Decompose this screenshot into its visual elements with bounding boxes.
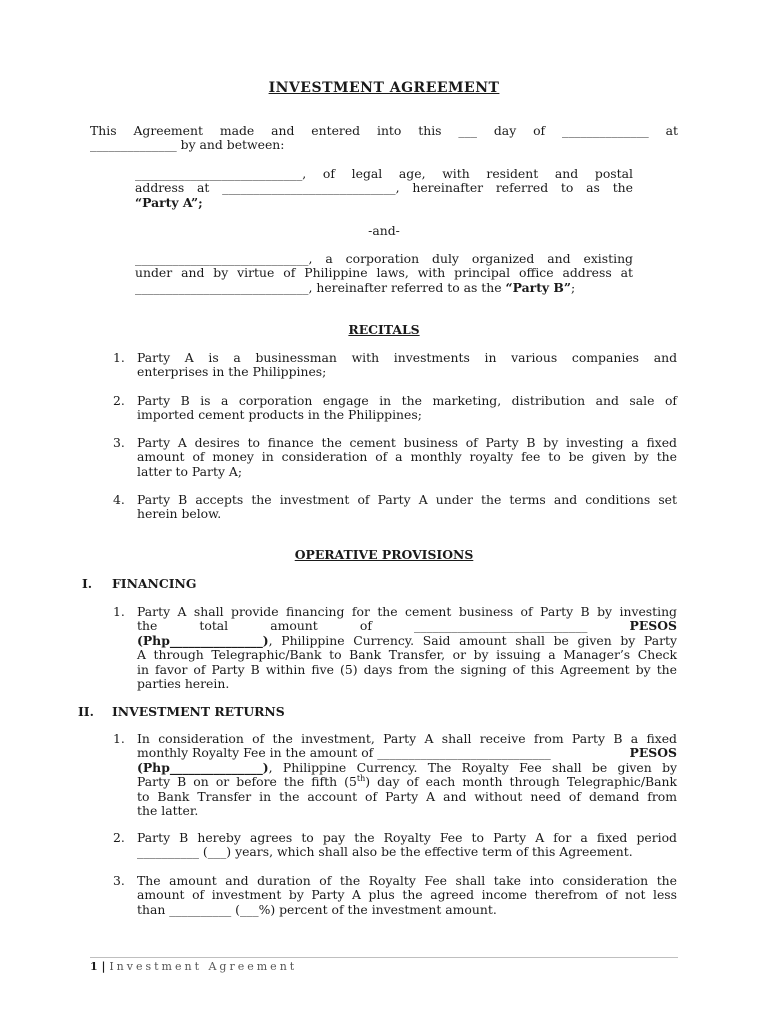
document-title: INVESTMENT AGREEMENT — [268, 80, 500, 96]
party-a-line-1: ___________________________, of legal age, with resident and postal — [135, 166, 633, 181]
recital-item-1: 1. Party A is a businessman with investments in various companies and enterprises in the Philippines; — [113, 350, 677, 380]
party-a-paragraph — [135, 167, 633, 210]
recital-item-4: 4. Party B accepts the investment of Party A under the terms and conditions set herein below. — [113, 492, 677, 522]
financing-item-1: 1. Party A shall provide financing for the cement business of Party B by investing the total amount of ____________________________ PESOS (Php_______________), Philippine Currency. Said amount shall be given by Party A through Telegraphic/Bank to Bank Transfer, or by issuing a Manager’s Check in favor of Party B within five (5) days from the signing of this Agreement by the parties herein. — [113, 604, 677, 692]
intro-line-2: ______________ by and between: — [90, 137, 285, 153]
and-separator: -and- — [368, 223, 400, 238]
footer-rule — [90, 957, 678, 958]
section-2-title: INVESTMENT RETURNS — [112, 704, 285, 719]
returns-item-1: 1. In consideration of the investment, Party A shall receive from Party B a fixed monthly Royalty Fee in the amount of ____________________________ PESOS (Php_______________), Philippine Currency. The Royalty Fee shall be given by Party B on or before the fifth (5th) day of each month through Telegraphic/Bank to Bank Transfer in the account of Party A and without need of demand from the latter. — [113, 731, 677, 819]
party-b-line-2: under and by virtue of Philippine laws, with principal office address at — [135, 265, 633, 281]
party-a-line-2: address at ____________________________, hereinafter referred to as the — [135, 180, 633, 196]
recitals-heading: RECITALS — [348, 322, 420, 337]
party-b-label: “Party B” — [505, 279, 572, 295]
party-b-paragraph — [135, 252, 633, 295]
party-a-label: “Party A”; — [135, 194, 203, 210]
party-b-line-3: ____________________________, hereinafter referred to as the “Party B”; — [135, 279, 576, 295]
page-footer: 1 | Investment Agreement — [90, 960, 298, 973]
intro-paragraph — [90, 124, 678, 153]
intro-line-1: This Agreement made and entered into this ___ day of ______________ at — [90, 123, 678, 138]
recital-item-3: 3. Party A desires to finance the cement business of Party B by investing a fixed amount of money in consideration of a monthly royalty fee to be given by the latter to Party A; — [113, 435, 677, 479]
section-1-numeral: I. — [82, 576, 93, 591]
party-b-line-1: ____________________________, a corporation duly organized and existing — [135, 251, 633, 266]
recital-item-2: 2. Party B is a corporation engage in the marketing, distribution and sale of imported cement products in the Philippines; — [113, 393, 677, 423]
returns-item-2: 2. Party B hereby agrees to pay the Royalty Fee to Party A for a fixed period __________ (___) years, which shall also be the effective term of this Agreement. — [113, 830, 677, 860]
section-2-numeral: II. — [78, 704, 94, 719]
footer-label: Investment Agreement — [109, 960, 298, 973]
returns-item-3: 3. The amount and duration of the Royalty Fee shall take into consideration the amount of investment by Party A plus the agreed income therefrom of not less than __________ (___%) percent of the investment amount. — [113, 873, 677, 917]
section-1-title: FINANCING — [112, 576, 197, 591]
operative-heading: OPERATIVE PROVISIONS — [294, 547, 474, 562]
page-number: 1 — [90, 960, 98, 973]
